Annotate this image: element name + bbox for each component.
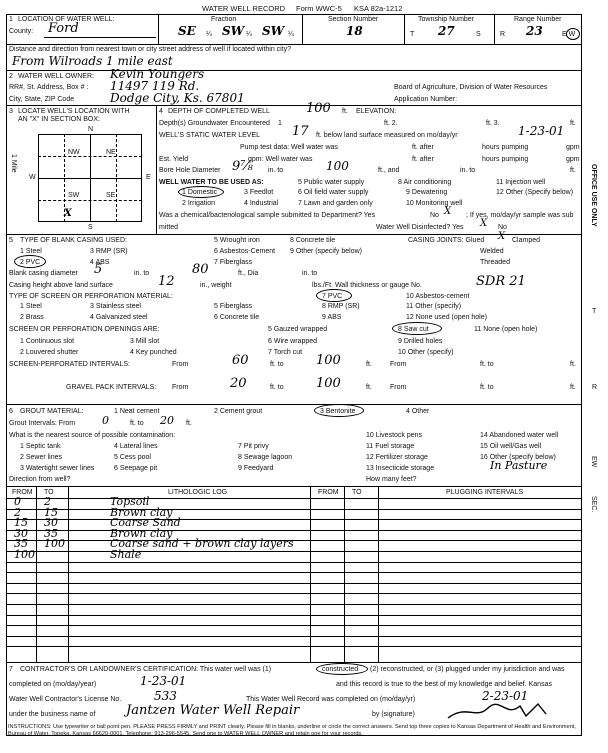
log-from: 2 bbox=[14, 505, 21, 519]
gw-1: 1 bbox=[278, 120, 282, 127]
section-3-number: 3 bbox=[9, 108, 13, 115]
range-number: 23 bbox=[526, 24, 543, 38]
log-row-line bbox=[6, 498, 582, 499]
form-title: WATER WELL RECORD bbox=[202, 4, 286, 13]
pump-ft-after: ft. after bbox=[412, 144, 434, 151]
contam-16: 16 Other (specify below) bbox=[480, 454, 556, 461]
rule bbox=[6, 486, 582, 487]
groundwater-label: Depth(s) Groundwater Encountered bbox=[159, 120, 270, 127]
use-12: 12 Other (Specify below) bbox=[496, 189, 574, 196]
locate-label-b: AN "X" IN SECTION BOX: bbox=[18, 116, 100, 123]
divider bbox=[494, 14, 495, 44]
diameter-ft-dia: ft., Dia bbox=[238, 270, 259, 277]
casing-5: 5 Wrought iron bbox=[214, 237, 260, 244]
completed-label: completed on (mo/day/year) bbox=[9, 681, 97, 688]
grid-e: E bbox=[146, 174, 151, 181]
grout-3: 3 Bentonite bbox=[320, 408, 356, 415]
spi-ft2: ft. bbox=[570, 361, 576, 368]
license-label: Water Well Contractor's License No. bbox=[9, 696, 122, 703]
opening-4: 4 Key punched bbox=[130, 349, 177, 356]
log-col-to: TO bbox=[44, 489, 54, 496]
gp-ft: ft. bbox=[366, 384, 372, 391]
log-row-line bbox=[6, 509, 582, 510]
grout-interval-label: Grout Intervals: From bbox=[9, 420, 76, 427]
grout-to: 20 bbox=[160, 414, 174, 427]
screen-1: 1 Steel bbox=[20, 303, 42, 310]
use-2: 2 Irrigation bbox=[182, 200, 216, 207]
location-label: LOCATION OF WATER WELL: bbox=[18, 16, 115, 23]
log-from: 35 bbox=[14, 537, 28, 551]
screen-10: 10 Asbestos-cement bbox=[406, 293, 470, 300]
grout-1: 1 Neat cement bbox=[114, 408, 160, 415]
casing-9: 9 Other (specify below) bbox=[290, 248, 362, 255]
spi-ft-to2: ft. to bbox=[480, 361, 494, 368]
yield-gpm2: gpm bbox=[566, 156, 580, 163]
casing-label: TYPE OF BLANK CASING USED: bbox=[20, 237, 127, 244]
grid-se: SE bbox=[106, 192, 116, 199]
pump-label: Pump test data: Well water was bbox=[240, 144, 338, 151]
screen-8: 8 RMP (SR) bbox=[322, 303, 360, 310]
city-label: City, State, ZIP Code bbox=[9, 96, 75, 103]
constructed-circle bbox=[316, 663, 368, 675]
use-4: 4 Industrial bbox=[244, 200, 279, 207]
grid-q-v2 bbox=[116, 134, 117, 222]
openings-label: SCREEN OR PERFORATION OPENINGS ARE: bbox=[9, 326, 160, 333]
log-row-line bbox=[6, 551, 582, 552]
contam-8: 8 Sewage lagoon bbox=[238, 454, 293, 461]
casing-6: 6 Asbestos-Cement bbox=[214, 248, 276, 255]
section-7-number: 7 bbox=[9, 666, 13, 673]
direction-label: Direction from well? bbox=[9, 476, 71, 483]
casing-4: 4 ABS bbox=[90, 259, 110, 266]
grid-x-mark: X bbox=[64, 208, 72, 219]
gw-ft: ft. bbox=[570, 120, 576, 127]
contam-3: 3 Watertight sewer lines bbox=[20, 465, 95, 472]
license-value: 533 bbox=[154, 689, 177, 703]
chem-x: X bbox=[444, 206, 452, 217]
range-r: R bbox=[500, 31, 506, 38]
completed-rest: and this record is true to the best of my knowledge and belief. Kansas bbox=[336, 681, 552, 688]
yield-ft-after: ft. after bbox=[412, 156, 434, 163]
instructions-text: INSTRUCTIONS: Use typewriter or ball point pen. PLEASE PRESS FIRMLY and PRINT clearly. Please fill in blanks, underline or circle the correct answers. Send top three copies to Kansas Department of Health and Environment, Bureau of Water, Topeka, Kansas 66620-0001. Telephone: 913-296-5545. Send one to WATER WELL OWNER and retain one for your records. bbox=[8, 724, 576, 737]
chem-no: No bbox=[430, 212, 439, 219]
gp-ft-to: ft. to bbox=[270, 384, 284, 391]
disinfected-no: No bbox=[498, 224, 507, 231]
opening-2: 2 Louvered shutter bbox=[20, 349, 79, 356]
screen-label: TYPE OF SCREEN OR PERFORATION MATERIAL: bbox=[9, 293, 173, 300]
divider bbox=[302, 14, 303, 44]
contam-5: 5 Cess pool bbox=[114, 454, 151, 461]
section-6-number: 6 bbox=[9, 408, 13, 415]
yield-label: Est. Yield bbox=[159, 156, 189, 163]
fraction-1: SE bbox=[178, 24, 196, 38]
screen-4: 4 Galvanized steel bbox=[90, 314, 148, 321]
contam-15: 15 Oil well/Gas well bbox=[480, 443, 542, 450]
grid-ne: NE bbox=[106, 149, 116, 156]
fraction-2: SW bbox=[222, 24, 245, 38]
contam-10: 10 Livestock pens bbox=[366, 432, 423, 439]
log-from: 15 bbox=[14, 516, 28, 530]
log-description: Coarse sand + brown clay layers bbox=[110, 537, 294, 551]
elevation-label: ELEVATION: bbox=[356, 108, 397, 115]
log-to: 15 bbox=[44, 505, 58, 519]
gw-ft3: ft. 3. bbox=[486, 120, 500, 127]
lbs-label: lbs./Ft. Wall thickness or gauge No. bbox=[312, 282, 422, 289]
contam-7: 7 Pit privy bbox=[238, 443, 269, 450]
log-description: Brown clay bbox=[110, 526, 173, 540]
diameter-label: Blank casing diameter bbox=[9, 270, 78, 277]
side-r: R bbox=[592, 384, 598, 391]
opening-10: 10 Other (specify) bbox=[398, 349, 454, 356]
depth-label: DEPTH OF COMPLETED WELL bbox=[168, 108, 270, 115]
spi-ft-to: ft. to bbox=[270, 361, 284, 368]
rule bbox=[6, 662, 582, 663]
screen-5: 5 Fiberglass bbox=[214, 303, 253, 310]
use-9: 9 Dewatering bbox=[406, 189, 448, 196]
divider bbox=[404, 14, 405, 44]
cert-constructed: constructed bbox=[322, 666, 359, 673]
height-label: Casing height above land surface bbox=[9, 282, 113, 289]
opening-6: 6 Wire wrapped bbox=[268, 338, 318, 345]
bentonite-circle bbox=[314, 404, 364, 417]
bore-ft-and: ft., and bbox=[378, 167, 400, 174]
grout-label: GROUT MATERIAL: bbox=[20, 408, 84, 415]
screen-pvc-circle bbox=[316, 289, 352, 302]
use-5: 5 Public water supply bbox=[298, 179, 365, 186]
mile-label: 1 Mile bbox=[10, 154, 17, 173]
contam-1: 1 Septic tank bbox=[20, 443, 61, 450]
grout-ft: ft. bbox=[186, 420, 192, 427]
county-underline bbox=[44, 37, 156, 38]
business-value: Jantzen Water Well Repair bbox=[126, 703, 300, 718]
business-label: under the business name of bbox=[9, 711, 96, 718]
clamped-label: Clamped bbox=[512, 237, 541, 244]
spi-to: 100 bbox=[316, 353, 341, 368]
signature-label: by (signature) bbox=[372, 711, 415, 718]
section-5-number: 5 bbox=[9, 237, 13, 244]
township-number: 27 bbox=[438, 24, 455, 38]
use-8: 8 Air conditioning bbox=[398, 179, 452, 186]
log-row-line bbox=[6, 636, 582, 637]
gp-label: GRAVEL PACK INTERVALS: bbox=[66, 384, 157, 391]
spi-from-label: From bbox=[172, 361, 189, 368]
chem-rest: ; If yes, mo/day/yr sample was sub bbox=[466, 212, 574, 219]
spi-from: 60 bbox=[232, 353, 249, 368]
log-to: 100 bbox=[44, 537, 65, 551]
section-2-number: 2 bbox=[9, 73, 13, 80]
log-description: Shale bbox=[110, 548, 142, 561]
plug-col-from: FROM bbox=[318, 489, 339, 496]
log-row-line bbox=[6, 540, 582, 541]
well-record-form bbox=[6, 4, 598, 749]
grid-q-h2 bbox=[38, 200, 142, 201]
side-t: T bbox=[592, 308, 597, 315]
screen-2: 2 Brass bbox=[20, 314, 44, 321]
grout-from: 0 bbox=[102, 414, 109, 427]
section-4-number: 4 bbox=[159, 108, 163, 115]
mitted: mitted bbox=[159, 224, 179, 231]
section-1-number: 1 bbox=[9, 16, 13, 23]
quarter-1: ¼ bbox=[206, 31, 212, 38]
screen-7: 7 PVC bbox=[322, 293, 343, 300]
gp-from-label: From bbox=[172, 384, 189, 391]
owner-value: Kevin Youngers bbox=[110, 67, 205, 81]
opening-1: 1 Continuous slot bbox=[20, 338, 75, 345]
use-10: 10 Monitoring well bbox=[406, 200, 463, 207]
log-description: Brown clay bbox=[110, 505, 173, 519]
yield-gpm: gpm: Well water was bbox=[248, 156, 313, 163]
static-label: WELL'S STATIC WATER LEVEL bbox=[159, 132, 261, 139]
log-to: 2 bbox=[44, 495, 51, 508]
city-value: Dodge City, Ks. 67801 bbox=[110, 91, 245, 105]
log-row-line bbox=[6, 593, 582, 594]
how-many-label: How many feet? bbox=[366, 476, 417, 483]
diameter-to: 80 bbox=[192, 262, 209, 277]
gw-ft2: ft. 2. bbox=[384, 120, 398, 127]
grout-2: 2 Cement grout bbox=[214, 408, 263, 415]
gp-from-label2: From bbox=[390, 384, 407, 391]
rule bbox=[6, 234, 582, 235]
contam-13: 13 Insecticide storage bbox=[366, 465, 435, 472]
rule bbox=[6, 70, 582, 71]
contam-label: What is the nearest source of possible contamination: bbox=[9, 432, 176, 439]
spi-label: SCREEN-PERFORATED INTERVALS: bbox=[9, 361, 130, 368]
screen-9: 9 ABS bbox=[322, 314, 342, 321]
contam-11: 11 Fuel storage bbox=[366, 443, 415, 450]
contam-6: 6 Seepage pit bbox=[114, 465, 158, 472]
log-col-from: FROM bbox=[12, 489, 33, 496]
domestic-circle bbox=[178, 186, 224, 198]
log-description: Topsoil bbox=[110, 495, 150, 508]
grid-n: N bbox=[88, 126, 94, 133]
township-t: T bbox=[410, 31, 415, 38]
log-to: 30 bbox=[44, 516, 58, 530]
contam-other-value: In Pasture bbox=[490, 459, 548, 472]
screen-3: 3 Stainless steel bbox=[90, 303, 141, 310]
gp-to: 100 bbox=[316, 376, 341, 391]
depth-value: 100 bbox=[306, 101, 331, 116]
divider bbox=[158, 14, 159, 44]
grid-w: W bbox=[29, 174, 36, 181]
use-7: 7 Lawn and garden only bbox=[298, 200, 373, 207]
static-value: 17 bbox=[292, 124, 309, 139]
board-label: Board of Agriculture, Division of Water Resources bbox=[394, 84, 548, 91]
range-label: Range Number bbox=[514, 16, 562, 23]
application-label: Application Number: bbox=[394, 96, 458, 103]
contam-9: 9 Feedyard bbox=[238, 465, 274, 472]
gp-ft2: ft. bbox=[570, 384, 576, 391]
log-row-line bbox=[6, 572, 582, 573]
use-1: 1 Domestic bbox=[182, 189, 218, 196]
quarter-3: ¼ bbox=[288, 31, 294, 38]
record-label: This Water Well Record was completed on (mo/day/yr) bbox=[246, 696, 416, 703]
bore-label: Bore Hole Diameter bbox=[159, 167, 221, 174]
joints-label: CASING JOINTS: Glued bbox=[408, 237, 485, 244]
screen-11: 11 Other (specify) bbox=[406, 303, 462, 310]
log-row-line bbox=[6, 583, 582, 584]
grid-sw: SW bbox=[68, 192, 80, 199]
grout-4: 4 Other bbox=[406, 408, 430, 415]
log-row-line bbox=[6, 530, 582, 531]
log-row-line bbox=[6, 646, 582, 647]
grout-ft-to: ft. to bbox=[130, 420, 144, 427]
bore-to: 100 bbox=[326, 159, 349, 173]
fraction-3: SW bbox=[262, 24, 285, 38]
grid-s: S bbox=[88, 224, 93, 231]
weight-label: in., weight bbox=[200, 282, 232, 289]
county-label: County: bbox=[9, 28, 34, 35]
opening-7: 7 Torch cut bbox=[268, 349, 303, 356]
contam-4: 4 Lateral lines bbox=[114, 443, 158, 450]
use-11: 11 Injection well bbox=[496, 179, 546, 186]
depth-unit: ft. bbox=[342, 108, 348, 115]
log-row-line bbox=[6, 562, 582, 563]
log-row-line bbox=[6, 519, 582, 520]
plug-col-intervals: PLUGGING INTERVALS bbox=[446, 489, 524, 496]
use-6: 6 Oil field water supply bbox=[298, 189, 369, 196]
cert-line1b: (2) reconstructed, or (3) plugged under my jurisdiction and was bbox=[370, 666, 565, 673]
yield-hours: hours pumping bbox=[482, 156, 529, 163]
grid-nw: NW bbox=[68, 149, 80, 156]
spi-from-label2: From bbox=[390, 361, 407, 368]
log-description: Coarse Sand bbox=[110, 516, 181, 530]
form-number: Form WWC-5 bbox=[296, 4, 342, 13]
log-col-lithologic: LITHOLOGIC LOG bbox=[168, 489, 228, 496]
township-label: Township Number bbox=[418, 16, 475, 23]
opening-8: 8 Saw cut bbox=[398, 326, 429, 333]
rule bbox=[6, 404, 582, 405]
cert-line1: CONTRACTOR'S OR LANDOWNER'S CERTIFICATION: This water well was (1) bbox=[20, 666, 272, 673]
rule bbox=[6, 44, 582, 45]
log-from: 0 bbox=[14, 495, 21, 508]
completed-value: 1-23-01 bbox=[140, 674, 187, 688]
fraction-label: Fraction bbox=[211, 16, 237, 23]
signature-scribble bbox=[446, 700, 556, 722]
ksa-reference: KSA 82a-1212 bbox=[354, 4, 403, 13]
plug-col-to: TO bbox=[352, 489, 362, 496]
range-w-circle bbox=[566, 28, 580, 40]
section-number: 18 bbox=[346, 24, 363, 38]
distance-value: From Wilroads 1 mile east bbox=[12, 54, 173, 68]
casing-7: 7 Fiberglass bbox=[214, 259, 253, 266]
gp-from: 20 bbox=[230, 376, 247, 391]
contam-14: 14 Abandoned water well bbox=[480, 432, 559, 439]
clamped-x: X bbox=[498, 231, 506, 242]
office-use-label: OFFICE USE ONLY bbox=[590, 164, 597, 227]
address-label: RR#, St. Address, Box # : bbox=[9, 84, 89, 91]
pvc-circle bbox=[14, 255, 46, 268]
divider bbox=[156, 105, 157, 234]
bore-ft: ft. bbox=[570, 167, 576, 174]
sdr-value: SDR 21 bbox=[476, 274, 526, 289]
opening-11: 11 None (open hole) bbox=[474, 326, 538, 333]
use-3: 3 Feedlot bbox=[244, 189, 274, 196]
opening-9: 9 Drilled holes bbox=[398, 338, 443, 345]
log-to: 35 bbox=[44, 526, 58, 540]
locate-label-a: LOCATE WELL'S LOCATION WITH bbox=[18, 108, 130, 115]
contam-12: 12 Fertilizer storage bbox=[366, 454, 428, 461]
bore-in-to2: in. to bbox=[460, 167, 476, 174]
screen-12: 12 None used (open hole) bbox=[406, 314, 487, 321]
quarter-2: ¼ bbox=[246, 31, 252, 38]
chem-label: Was a chemical/bacteriological sample submitted to Department? Yes bbox=[159, 212, 376, 219]
disinfected-label: Water Well Disinfected? Yes bbox=[376, 224, 464, 231]
pump-gpm: gpm bbox=[566, 144, 580, 151]
diameter-in-to2: in. to bbox=[302, 270, 318, 277]
township-s: S bbox=[476, 31, 481, 38]
address-value: 11497 119 Rd. bbox=[110, 79, 200, 93]
use-label: WELL WATER TO BE USED AS: bbox=[159, 179, 264, 186]
saw-cut-circle bbox=[392, 322, 442, 335]
record-date: 2-23-01 bbox=[482, 689, 529, 703]
side-ew: EW bbox=[590, 456, 597, 468]
log-from: 30 bbox=[14, 526, 28, 540]
bore-in-to: in. to bbox=[268, 167, 284, 174]
diameter-in-to: in. to bbox=[134, 270, 150, 277]
side-sec: SEC. bbox=[590, 496, 597, 513]
section-number-label: Section Number bbox=[328, 16, 379, 23]
opening-3: 3 Mill slot bbox=[130, 338, 160, 345]
grid-q-h1 bbox=[38, 156, 142, 157]
height-value: 12 bbox=[158, 274, 175, 289]
opening-5: 5 Gauzed wrapped bbox=[268, 326, 328, 333]
static-date: 1-23-01 bbox=[518, 124, 565, 138]
casing-1: 1 Steel bbox=[20, 248, 42, 255]
log-row-line bbox=[6, 604, 582, 605]
diameter-value: 5 bbox=[94, 262, 103, 277]
casing-3: 3 RMP (SR) bbox=[90, 248, 128, 255]
disinfected-x: X bbox=[480, 218, 488, 229]
casing-2: 2 PVC bbox=[20, 259, 41, 266]
spi-ft: ft. bbox=[366, 361, 372, 368]
contam-2: 2 Sewer lines bbox=[20, 454, 63, 461]
rule bbox=[6, 105, 582, 106]
casing-8: 8 Concrete tile bbox=[290, 237, 336, 244]
static-rest: ft. below land surface measured on mo/day/yr bbox=[316, 132, 458, 139]
owner-label: WATER WELL OWNER: bbox=[18, 73, 94, 80]
bore-value: 9⅞ bbox=[232, 159, 253, 174]
log-row-line bbox=[6, 615, 582, 616]
distance-label: Distance and direction from nearest town or city street address of well if located within city? bbox=[9, 46, 292, 53]
log-from: 100 bbox=[14, 548, 35, 561]
welded-label: Welded bbox=[480, 248, 504, 255]
log-row-line bbox=[6, 625, 582, 626]
county-value: Ford bbox=[48, 21, 79, 36]
grid-mid-v bbox=[90, 134, 91, 222]
gp-ft-to2: ft. to bbox=[480, 384, 494, 391]
threaded-label: Threaded bbox=[480, 259, 510, 266]
screen-6: 6 Concrete tile bbox=[214, 314, 260, 321]
range-ew: E W bbox=[562, 31, 576, 38]
pump-hours: hours pumping bbox=[482, 144, 529, 151]
